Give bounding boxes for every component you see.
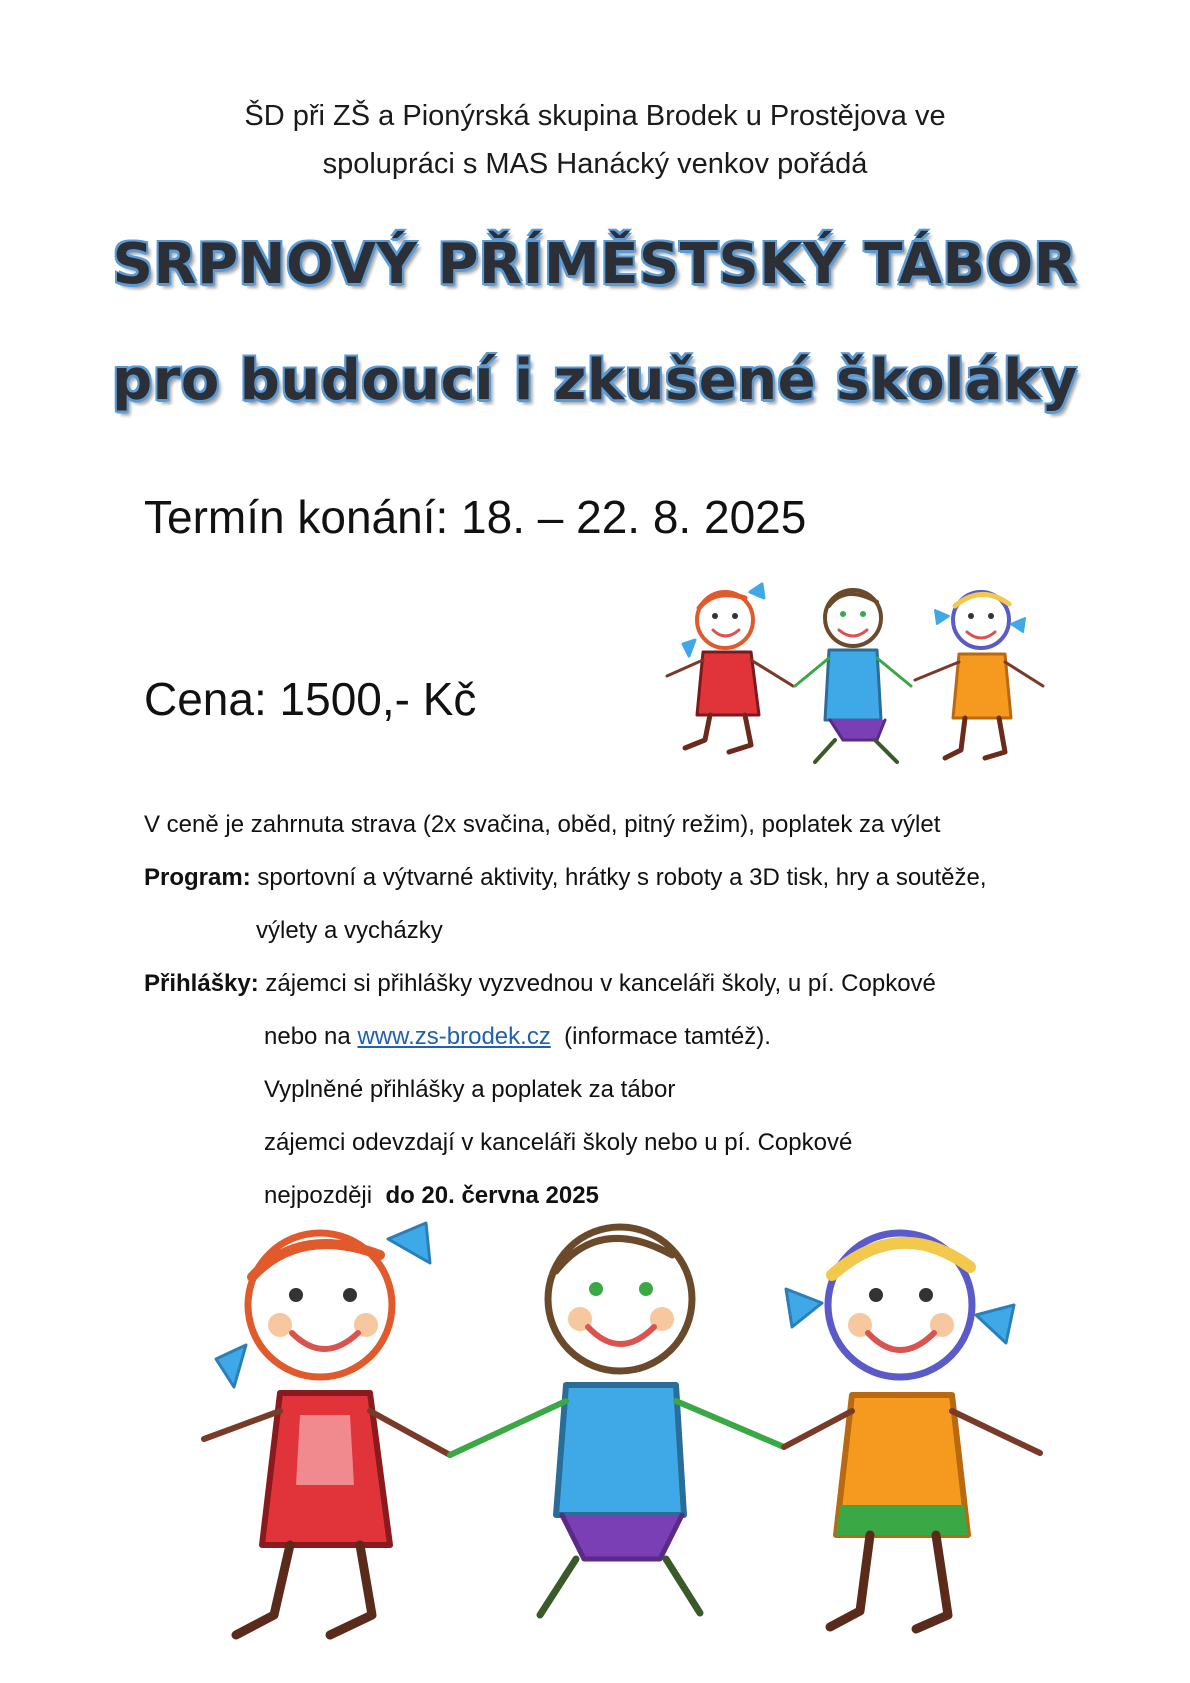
applications-line-4: zájemci odevzdají v kanceláři školy nebo u pí. Copkové	[264, 1129, 853, 1156]
organizer-line-1: ŠD při ZŠ a Pionýrská skupina Brodek u Prostějova ve	[244, 100, 946, 132]
headline-title: SRPNOVÝ PŘÍMĚSTSKÝ TÁBOR	[112, 232, 1078, 297]
application-deadline: do 20. června 2025	[385, 1182, 599, 1209]
camp-price: Cena: 1500,- Kč	[144, 673, 477, 725]
school-website-link[interactable]: www.zs-brodek.cz	[357, 1023, 551, 1050]
organizer-line-2: spolupráci s MAS Hanácký venkov pořádá	[322, 148, 868, 180]
includes-text: V ceně je zahrnuta strava (2x svačina, oběd, pitný režim), poplatek za výlet	[144, 811, 941, 838]
program-label: Program:	[144, 864, 251, 891]
applications-label: Přihlášky:	[144, 970, 259, 997]
applications-line-5-prefix: nejpozději	[264, 1182, 373, 1209]
headline-subtitle: pro budoucí i zkušené školáky	[112, 348, 1078, 413]
children-large-illustration	[200, 1215, 1060, 1675]
applications-line-1: zájemci si přihlášky vyzvednou v kanceláři školy, u pí. Copkové	[265, 970, 936, 997]
children-small-illustration	[665, 580, 1065, 775]
applications-line-2-prefix: nebo na	[264, 1023, 351, 1050]
program-line-2: výlety a vycházky	[256, 917, 443, 944]
program-line-1: sportovní a výtvarné aktivity, hrátky s roboty a 3D tisk, hry a soutěže,	[257, 864, 987, 891]
applications-line-2-suffix: (informace tamtéž).	[564, 1023, 771, 1050]
camp-dates: Termín konání: 18. – 22. 8. 2025	[144, 491, 807, 543]
applications-line-3: Vyplněné přihlášky a poplatek za tábor	[264, 1076, 676, 1103]
